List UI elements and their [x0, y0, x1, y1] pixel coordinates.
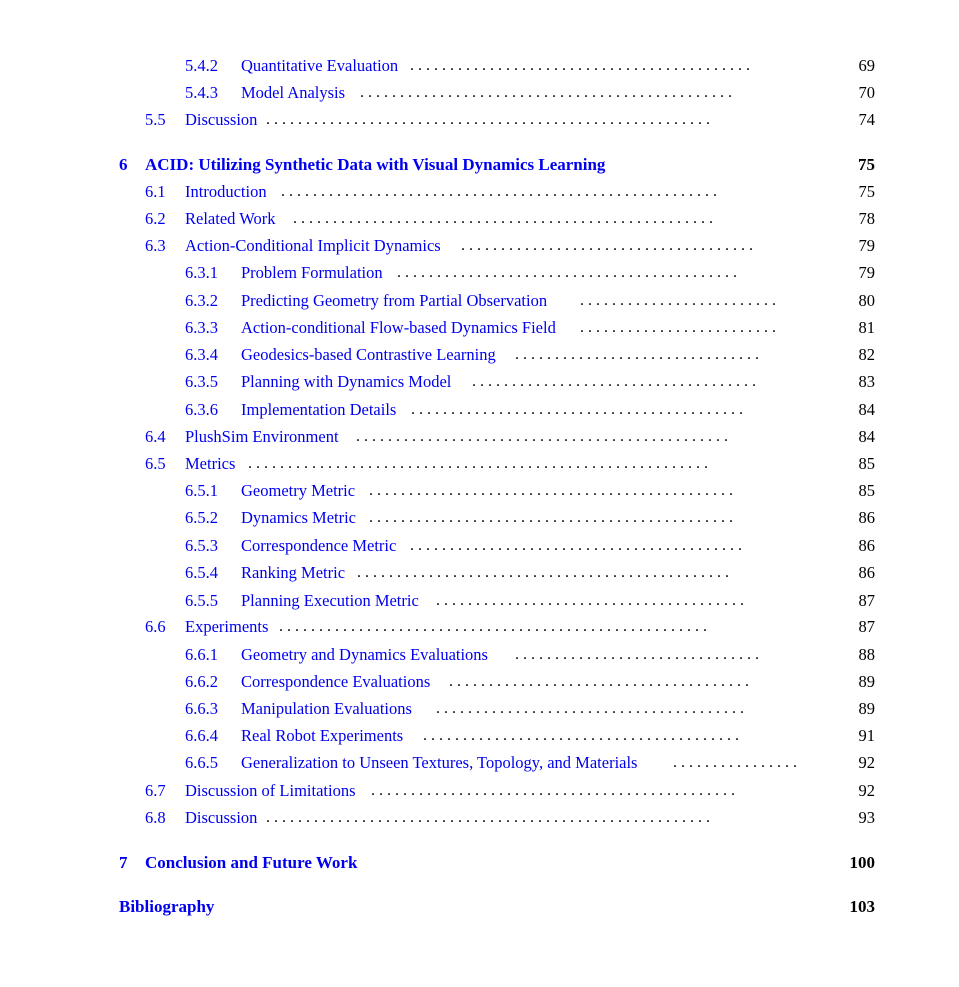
toc-entry-number: 6.5.1 — [185, 481, 218, 500]
toc-entry-page: 84 — [858, 400, 875, 419]
dot-leader: . . . . . . . . . . . . . . . . . . . . . . . . . . . . . . . — [515, 646, 759, 663]
dot-leader: . . . . . . . . . . . . . . . . . . . . . . . . . . . . . . . . . . . . . . . . . . . . . . . . . . . . . — [293, 210, 713, 227]
toc-chapter-page: 100 — [849, 853, 875, 872]
toc-chapter-number: 6 — [119, 155, 128, 174]
toc-entry-title[interactable]: Action-conditional Flow-based Dynamics Field — [241, 318, 556, 337]
toc-entry-number: 6.5.4 — [185, 563, 218, 582]
dot-leader: . . . . . . . . . . . . . . . . . . . . . . . . . . . . . . . . . . . . . . . . . . . . . . . . . . . . . . . . . . — [248, 455, 708, 472]
toc-entry-page: 91 — [858, 726, 875, 745]
toc-entry-number: 6.3.6 — [185, 400, 218, 419]
dot-leader: . . . . . . . . . . . . . . . . . . . . . . . . . . . . . . . . . . . . . . . . . . . . . . . . . . . . . . . . — [266, 809, 710, 826]
toc-entry-title[interactable]: Dynamics Metric — [241, 508, 357, 527]
dot-leader: . . . . . . . . . . . . . . . . . . . . . . . . . . . . . . . . . . . . . . . . . . . . . . . — [356, 428, 728, 445]
toc-entry-number: 6.8 — [145, 808, 166, 827]
toc-entry-number: 6.7 — [145, 781, 166, 800]
toc-entry-page: 80 — [858, 291, 875, 310]
dot-leader: . . . . . . . . . . . . . . . . . . . . . . . . . — [580, 319, 776, 336]
toc-entry-number: 6.6.1 — [185, 645, 218, 664]
toc-entry[interactable] — [0, 427, 959, 447]
toc-entry-title[interactable]: Discussion — [185, 110, 258, 129]
toc-entry-number: 6.3.5 — [185, 372, 218, 391]
toc-entry[interactable] — [0, 536, 959, 556]
toc-entry-title[interactable]: Related Work — [185, 209, 276, 228]
toc-entry[interactable] — [0, 182, 959, 202]
toc-entry-page: 86 — [858, 536, 875, 555]
toc-entry-page: 89 — [858, 699, 875, 718]
toc-entry[interactable] — [0, 209, 959, 229]
toc-bibliography-title[interactable]: Bibliography — [119, 897, 215, 916]
toc-entry-number: 6.5.2 — [185, 508, 218, 527]
toc-entry-title[interactable]: Geometry and Dynamics Evaluations — [241, 645, 488, 664]
toc-entry-page: 69 — [858, 56, 875, 75]
dot-leader: . . . . . . . . . . . . . . . . . . . . . . . . . . . . . . . . . . . . . . — [449, 673, 749, 690]
toc-entry-title[interactable]: Geodesics-based Contrastive Learning — [241, 345, 496, 364]
dot-leader: . . . . . . . . . . . . . . . . . . . . . . . . . . . . . . . — [515, 346, 759, 363]
dot-leader: . . . . . . . . . . . . . . . . . . . . . . . . . . . . . . . . . . . . . . . . . . . . . . — [371, 782, 735, 799]
toc-entry-title[interactable]: Introduction — [185, 182, 267, 201]
toc-entry-page: 75 — [858, 182, 875, 201]
toc-entry[interactable] — [0, 454, 959, 474]
toc-entry[interactable] — [0, 699, 959, 719]
toc-entry-number: 6.6.4 — [185, 726, 218, 745]
toc-entry-number: 6.2 — [145, 209, 166, 228]
toc-entry-title[interactable]: Ranking Metric — [241, 563, 346, 582]
toc-entry-number: 6.6.5 — [185, 753, 218, 772]
dot-leader: . . . . . . . . . . . . . . . . . . . . . . . . . . . . . . . . . . . . . . . . . . . — [397, 264, 737, 281]
toc-entry-page: 79 — [858, 236, 875, 255]
toc-entry[interactable] — [0, 318, 959, 338]
toc-entry-number: 6.6.3 — [185, 699, 218, 718]
dot-leader: . . . . . . . . . . . . . . . . . . . . . . . . . . . . . . . . . . . . . . . . . . . . . . . . . . . . . . — [279, 618, 707, 635]
dot-leader: . . . . . . . . . . . . . . . . . . . . . . . . . . . . . . . . . . . . . . . . . . . — [410, 57, 750, 74]
toc-entry[interactable] — [0, 56, 959, 76]
toc-entry[interactable] — [0, 563, 959, 583]
dot-leader: . . . . . . . . . . . . . . . . . . . . . . . . . . . . . . . . . . . . . . . . . . . . . . . — [357, 564, 729, 581]
dot-leader: . . . . . . . . . . . . . . . . . . . . . . . . . . . . . . . . . . . . . . . . . . . . . . . . . . . . . . . . — [266, 111, 710, 128]
toc-entry-number: 6.4 — [145, 427, 166, 446]
toc-chapter-title[interactable]: ACID: Utilizing Synthetic Data with Visual Dynamics Learning — [145, 155, 606, 174]
toc-entry-page: 85 — [858, 481, 875, 500]
toc-entry-number: 5.5 — [145, 110, 166, 129]
dot-leader: . . . . . . . . . . . . . . . . — [673, 754, 797, 771]
toc-chapter-page: 75 — [858, 155, 875, 174]
dot-leader: . . . . . . . . . . . . . . . . . . . . . . . . . . . . . . . . . . . . . . . . — [423, 727, 739, 744]
toc-entry[interactable] — [0, 672, 959, 692]
toc-entry-page: 74 — [858, 110, 875, 129]
toc-entry-title[interactable]: Correspondence Evaluations — [241, 672, 431, 691]
toc-entry-number: 6.5 — [145, 454, 166, 473]
toc-entry-number: 6.3 — [145, 236, 166, 255]
toc-entry-page: 89 — [858, 672, 875, 691]
toc-entry-title[interactable]: Planning Execution Metric — [241, 591, 419, 610]
toc-entry-page: 86 — [858, 508, 875, 527]
toc-entry-title[interactable]: Planning with Dynamics Model — [241, 372, 452, 391]
dot-leader: . . . . . . . . . . . . . . . . . . . . . . . . . . . . . . . . . . . . . . . . . . — [411, 401, 743, 418]
toc-entry-number: 6.3.3 — [185, 318, 218, 337]
toc-entry-number: 6.6.2 — [185, 672, 218, 691]
toc-entry[interactable] — [0, 372, 959, 392]
toc-entry-page: 87 — [858, 591, 875, 610]
toc-chapter-title[interactable]: Conclusion and Future Work — [145, 853, 358, 872]
toc-entry[interactable] — [0, 481, 959, 501]
toc-entry-number: 6.6 — [145, 617, 166, 636]
toc-entry[interactable] — [0, 781, 959, 801]
toc-entry-number: 6.3.4 — [185, 345, 218, 364]
toc-entry-page: 85 — [858, 454, 875, 473]
dot-leader: . . . . . . . . . . . . . . . . . . . . . . . . . . . . . . . . . . . . — [472, 373, 756, 390]
toc-bibliography-page: 103 — [849, 897, 875, 916]
toc-chapter[interactable] — [0, 853, 959, 873]
toc-entry[interactable] — [0, 83, 959, 103]
toc-entry[interactable] — [0, 591, 959, 611]
toc-entry-title[interactable]: Metrics — [185, 454, 236, 473]
dot-leader: . . . . . . . . . . . . . . . . . . . . . . . . . . . . . . . . . . . . . . . . . . . . . . . . . . . . . . . — [281, 183, 717, 200]
toc-entry[interactable] — [0, 291, 959, 311]
toc-entry-page: 83 — [858, 372, 875, 391]
toc-entry-page: 82 — [858, 345, 875, 364]
toc-entry-title[interactable]: Discussion — [185, 808, 258, 827]
toc-entry-page: 93 — [858, 808, 875, 827]
toc-entry[interactable] — [0, 753, 959, 773]
toc-entry-title[interactable]: Geometry Metric — [241, 481, 356, 500]
toc-entry-number: 6.5.3 — [185, 536, 218, 555]
toc-entry[interactable] — [0, 617, 959, 637]
toc-entry-page: 92 — [858, 753, 875, 772]
dot-leader: . . . . . . . . . . . . . . . . . . . . . . . . . . . . . . . . . . . . . — [461, 237, 753, 254]
toc-entry-page: 78 — [858, 209, 875, 228]
toc-entry-page: 79 — [858, 263, 875, 282]
toc-entry-title[interactable]: Problem Formulation — [241, 263, 383, 282]
toc-entry-title[interactable]: Implementation Details — [241, 400, 397, 419]
toc-bibliography[interactable] — [0, 897, 959, 917]
toc-entry-number: 6.3.2 — [185, 291, 218, 310]
toc-entry-page: 84 — [858, 427, 875, 446]
toc-entry[interactable] — [0, 110, 959, 130]
toc-entry-page: 86 — [858, 563, 875, 582]
dot-leader: . . . . . . . . . . . . . . . . . . . . . . . . . . . . . . . . . . . . . . . . . . — [410, 537, 742, 554]
toc-entry-number: 6.5.5 — [185, 591, 218, 610]
toc-entry-title[interactable]: Discussion of Limitations — [185, 781, 356, 800]
toc-entry[interactable] — [0, 400, 959, 420]
toc-entry-title[interactable]: Correspondence Metric — [241, 536, 397, 555]
toc-entry-title[interactable]: Action-Conditional Implicit Dynamics — [185, 236, 441, 255]
toc-entry[interactable] — [0, 508, 959, 528]
toc-entry-title[interactable]: Predicting Geometry from Partial Observation — [241, 291, 548, 310]
toc-entry-title[interactable]: Experiments — [185, 617, 269, 636]
toc-chapter-number: 7 — [119, 853, 128, 872]
toc-entry-page: 92 — [858, 781, 875, 800]
toc-entry[interactable] — [0, 345, 959, 365]
toc-entry-number: 5.4.2 — [185, 56, 218, 75]
toc-entry[interactable] — [0, 263, 959, 283]
toc-entry-title[interactable]: Real Robot Experiments — [241, 726, 404, 745]
toc-chapter[interactable] — [0, 155, 959, 175]
toc-entry-title[interactable]: Quantitative Evaluation — [241, 56, 399, 75]
dot-leader: . . . . . . . . . . . . . . . . . . . . . . . . . . . . . . . . . . . . . . . . . . . . . . — [369, 482, 733, 499]
toc-entry[interactable] — [0, 645, 959, 665]
dot-leader: . . . . . . . . . . . . . . . . . . . . . . . . . — [580, 292, 776, 309]
toc-entry[interactable] — [0, 726, 959, 746]
toc-entry-number: 5.4.3 — [185, 83, 218, 102]
toc-entry-page: 70 — [858, 83, 875, 102]
toc-entry[interactable] — [0, 236, 959, 256]
toc-entry-page: 88 — [858, 645, 875, 664]
toc-entry-title[interactable]: Generalization to Unseen Textures, Topology, and Materials — [241, 753, 638, 772]
toc-entry-title[interactable]: Model Analysis — [241, 83, 346, 102]
toc-entry-title[interactable]: PlushSim Environment — [185, 427, 339, 446]
dot-leader: . . . . . . . . . . . . . . . . . . . . . . . . . . . . . . . . . . . . . . . . . . . . . . — [369, 509, 733, 526]
toc-entry[interactable] — [0, 808, 959, 828]
toc-entry-page: 87 — [858, 617, 875, 636]
toc-entry-number: 6.3.1 — [185, 263, 218, 282]
dot-leader: . . . . . . . . . . . . . . . . . . . . . . . . . . . . . . . . . . . . . . . — [436, 700, 744, 717]
dot-leader: . . . . . . . . . . . . . . . . . . . . . . . . . . . . . . . . . . . . . . . . . . . . . . . — [360, 84, 732, 101]
toc-entry-title[interactable]: Manipulation Evaluations — [241, 699, 412, 718]
toc-entry-number: 6.1 — [145, 182, 166, 201]
dot-leader: . . . . . . . . . . . . . . . . . . . . . . . . . . . . . . . . . . . . . . . — [436, 592, 744, 609]
toc-entry-page: 81 — [858, 318, 875, 337]
